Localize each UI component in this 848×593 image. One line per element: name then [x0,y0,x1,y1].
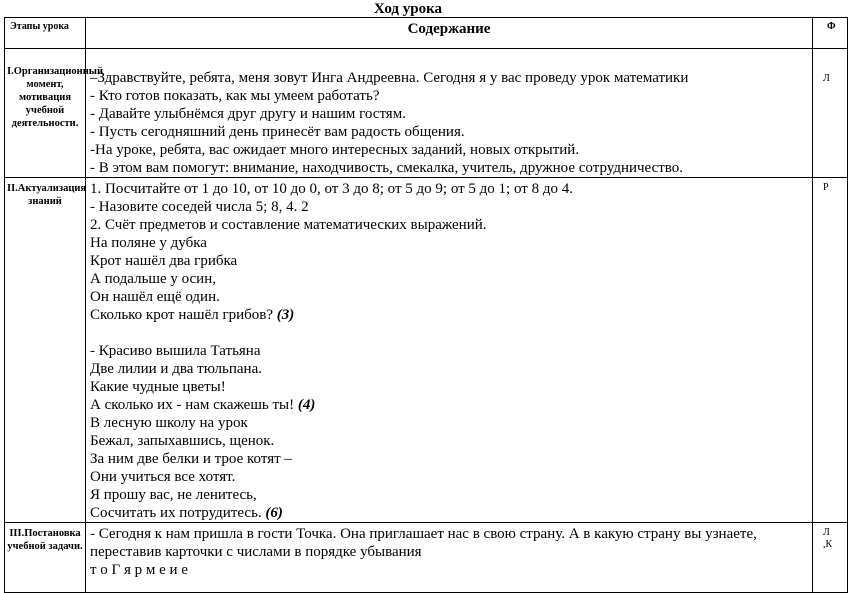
content-line: - В этом вам помогут: внимание, находчивость, смекалка, учитель, дружное сотрудничество. [90,160,684,176]
content-line: –Здравствуйте, ребята, меня зовут Инга Андреевна. Сегодня я у вас проведу урок математики [90,70,689,86]
header-content: Содержание [407,21,491,37]
answer-flowers: (4) [297,397,316,413]
table-row [5,523,848,593]
blank-line [90,324,812,342]
stage-cell [5,523,86,593]
content-line: т о Г я р м е и е [90,562,188,578]
lesson-table [4,17,848,593]
answer-animals: (6) [265,505,283,521]
header-extra: Ф [827,21,836,32]
extra-label: Л [823,73,830,84]
table-header-row [5,18,848,49]
content-text [86,178,812,522]
content-line: - Кто готов показать, как мы умеем работать? [90,88,380,104]
extra-cell [813,178,848,523]
stage-label: II.Актуализация знаний [7,183,87,207]
content-line: - Красиво вышила Татьяна [90,343,261,359]
content-text [86,49,812,177]
content-line [90,396,812,414]
content-line-text: А сколько их - нам скажешь ты! [90,397,295,413]
header-stage: Этапы урока [10,21,69,32]
content-cell [86,523,813,593]
content-text [86,523,812,579]
extra-cell [813,49,848,178]
content-line: 1. Посчитайте от 1 до 10, от 10 до 0, от 3 до 8; от 5 до 9; от 5 до 1; от 8 до 4. [90,181,573,197]
content-line-text: Сколько крот нашёл грибов? [90,307,274,323]
content-line: 2. Счёт предметов и составление математических выражений. [90,217,487,233]
stage-cell [5,49,104,178]
content-line: переставив карточки с числами в порядке убывания [90,544,422,560]
content-line: - Пусть сегодняшний день принесёт вам радость общения. [90,124,465,140]
content-line: Я прошу вас, не ленитесь, [90,487,257,503]
extra-label: Л ,К [823,527,833,550]
stage-label: III.Постановка учебной задачи. [7,528,83,552]
header-content-cell [86,18,813,49]
content-line-text: Сосчитать их потрудитесь. [90,505,262,521]
content-cell [86,49,813,178]
content-line: - Давайте улыбнёмся друг другу и нашим гостям. [90,106,406,122]
content-line [90,306,812,324]
content-line: За ним две белки и трое котят – [90,451,292,467]
content-cell [86,178,813,523]
header-extra-cell [813,18,848,49]
content-line: На поляне у дубка [90,235,207,251]
header-stage-cell [5,18,86,49]
content-line: Они учиться все хотят. [90,469,236,485]
content-line: - Сегодня к нам пришла в гости Точка. Она приглашает нас в свою страну. А в какую страну вы узнаете, [90,526,757,542]
table-row [5,49,848,178]
stage-label: I.Организационный момент, мотивация учебной деятельности. [7,66,104,129]
extra-label: Р [823,182,829,193]
page-title: Ход урока [373,1,443,17]
extra-cell [813,523,848,593]
answer-mushrooms: (3) [276,307,295,323]
content-line: - Назовите соседей числа 5; 8, 4. 2 [90,199,309,215]
content-line: Он нашёл ещё один. [90,289,220,305]
content-line: Две лилии и два тюльпана. [90,361,262,377]
stage-cell [5,178,86,523]
content-line: -На уроке, ребята, вас ожидает много интересных заданий, новых открытий. [90,142,580,158]
content-line: В лесную школу на урок [90,415,248,431]
content-line [90,504,812,522]
content-line: А подальше у осин, [90,271,216,287]
content-line: Какие чудные цветы! [90,379,226,395]
content-line: Крот нашёл два грибка [90,253,238,269]
table-row [5,178,848,523]
content-line: Бежал, запыхавшись, щенок. [90,433,275,449]
